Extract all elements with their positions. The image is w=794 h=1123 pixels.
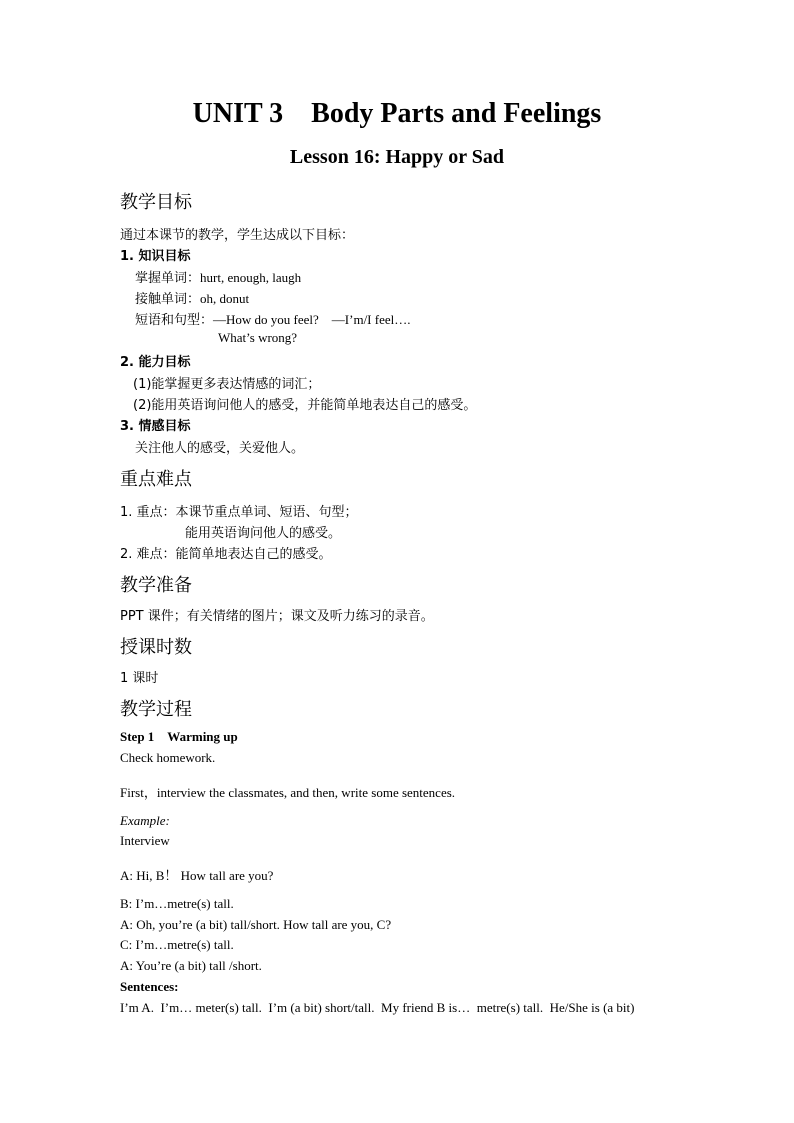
ability-item-1: (1)能掌握更多表达情感的词汇； bbox=[133, 377, 321, 392]
dialogue-b1: B: I’m…metre(s) tall. bbox=[120, 896, 234, 911]
emotion-heading: 3. 情感目标 bbox=[120, 419, 191, 434]
dialogue-a2: A: Oh, you’re (a bit) tall/short. How tall are you, C? bbox=[120, 917, 392, 932]
process-heading: 教学过程 bbox=[120, 699, 192, 720]
sentences-text: I’m A. I’m… meter(s) tall. I’m (a bit) short/tall. My friend B is… metre(s) tall. He/She is (a bit) bbox=[120, 1000, 635, 1015]
preparation-text: PPT 课件；有关情绪的图片；课文及听力练习的录音。 bbox=[120, 609, 434, 624]
preparation-heading: 教学准备 bbox=[120, 575, 192, 596]
check-homework: Check homework. bbox=[120, 750, 216, 765]
unit-title: UNIT 3 Body Parts and Feelings bbox=[192, 98, 602, 129]
key-point-1-a: 本课节重点单词、短语、句型； bbox=[175, 505, 358, 520]
interview-label: Interview bbox=[120, 833, 170, 848]
key-point-2 bbox=[120, 543, 332, 562]
knowledge-heading: 1. 知识目标 bbox=[120, 249, 191, 264]
phrase-2: What’s wrong? bbox=[218, 330, 298, 345]
sentences-label: Sentences: bbox=[120, 979, 179, 994]
contact-line bbox=[135, 288, 249, 307]
key-point-2-label: 2. 难点： bbox=[120, 547, 176, 562]
ability-heading: 2. 能力目标 bbox=[120, 355, 191, 370]
mastery-label: 掌握单词： bbox=[135, 271, 201, 286]
objectives-intro: 通过本课节的教学，学生达成以下目标： bbox=[120, 228, 355, 243]
contact-label: 接触单词： bbox=[135, 292, 201, 307]
phrase-1: —How do you feel? —I’m/I feel…. bbox=[213, 312, 411, 327]
dialogue-a3: A: You’re (a bit) tall /short. bbox=[120, 958, 262, 973]
hours-text: 1 课时 bbox=[120, 671, 159, 686]
mastery-line bbox=[135, 267, 301, 286]
key-point-1 bbox=[120, 501, 358, 520]
emotion-item-1: 关注他人的感受，关爱他人。 bbox=[135, 441, 305, 456]
hours-heading: 授课时数 bbox=[120, 637, 192, 658]
dialogue-c1: C: I’m…metre(s) tall. bbox=[120, 937, 234, 952]
mastery-words: hurt, enough, laugh bbox=[200, 270, 302, 285]
example-label: Example: bbox=[120, 813, 170, 828]
key-points-heading: 重点难点 bbox=[120, 469, 192, 490]
phrases-line bbox=[135, 309, 411, 328]
dialogue-a1: A: Hi, B！ How tall are you? bbox=[120, 868, 274, 883]
objectives-heading: 教学目标 bbox=[120, 192, 192, 213]
key-point-1-b: 能用英语询问他人的感受。 bbox=[185, 526, 342, 541]
lesson-subtitle: Lesson 16: Happy or Sad bbox=[289, 146, 505, 168]
step-1-title: Step 1 Warming up bbox=[120, 729, 238, 744]
key-point-2-text: 能简单地表达自己的感受。 bbox=[175, 547, 332, 562]
ability-item-2: (2)能用英语询问他人的感受，并能简单地表达自己的感受。 bbox=[133, 398, 477, 413]
phrases-label: 短语和句型： bbox=[135, 313, 214, 328]
key-point-1-label: 1. 重点： bbox=[120, 505, 176, 520]
contact-words: oh, donut bbox=[200, 291, 250, 306]
first-instruction: First，interview the classmates, and then, write some sentences. bbox=[120, 785, 456, 800]
